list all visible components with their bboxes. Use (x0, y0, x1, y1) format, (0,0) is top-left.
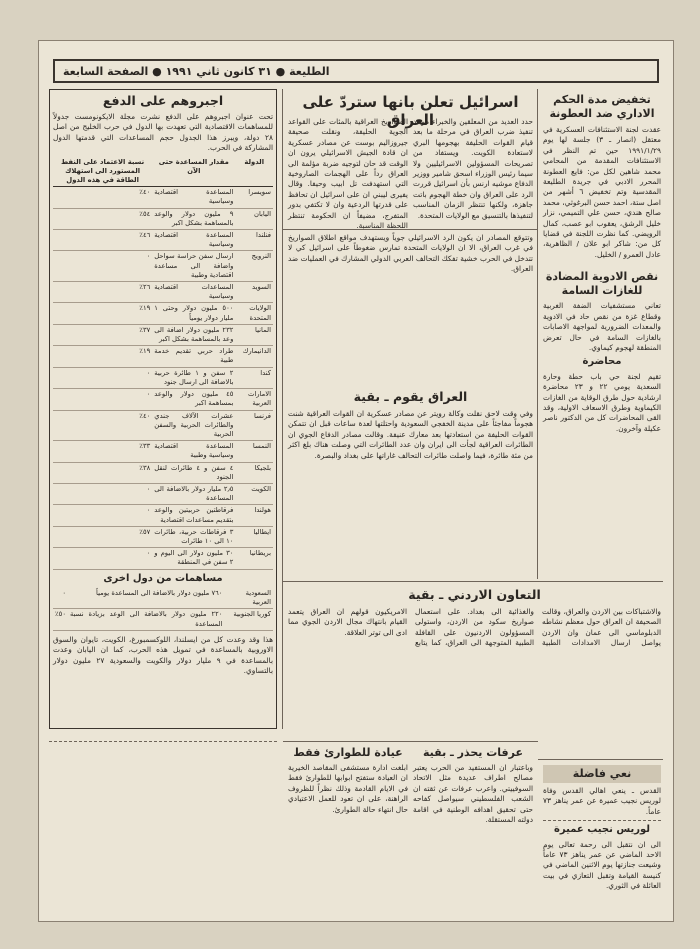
cell-country: بريطانيا (235, 548, 273, 569)
cell-country: فرنسا (235, 410, 273, 441)
arafat-body: وباعتبار ان المستفيد من الحرب يعتبر مصالح اطراف عديدة مثل الاتحاد السوفييتي. واعرب عرفات عن ثقته ان الشعب الفلسطيني سيواصل كفاحه حتى تحقيق اهدافه الوطنية في اقامة دولته المستقلة. (413, 763, 533, 825)
cell-country: السعودية العربية (224, 588, 273, 609)
main-body-a: حدد العديد من المعلقين والخبراء موعد تنفيذ ضرب العراق في مرحلة ما بعد قيام القوات الحليفة بهجومها البري لاستعادة الكويت. ويستفاد من تصريحات المسؤولين الاسرائيليين ولا سيما رئيس الوزراء اسحق شامير ووزير الدفاع موشيه ارنس بأن اسرائيل قررت الرد على العراق وان خطة الهجوم باتت جاهزة، ولكنها تنتظر الزمان المناسب لتنفيذها بالتنسيق مع الولايات المتحدة. (413, 117, 533, 220)
cell-country: النمسا (235, 441, 273, 462)
cell-country: سويسرا (235, 187, 273, 208)
iraq-body: وفي وقت لاحق نقلت وكالة رويتر عن مصادر عسكرية ان القوات العراقية شنت هجوماً مفاجئاً على مدينة الخفجي السعودية واحتلتها لعدة ساعات قبل ان تتمكن القوات الحليفة من استعادتها بعد معارك عنيفة. وقالت مصادر الدفاع الجوي ان الطائرات العراقية لجأت الى ايران وان عدد الطائرات التي وصلت هناك بلغ اكثر من مئة طائرة، فيما واصلت طائرات التحالف غاراتها على بغداد والبصرة. (288, 409, 533, 460)
cell-pct: ٥٧٪ (53, 526, 152, 547)
cell-pct: ١٩٪ (53, 346, 152, 367)
cell-pct: ٠ (53, 389, 152, 410)
cell-country: المانيا (235, 324, 273, 345)
left-lower-text (49, 741, 277, 911)
cell-pct: ٣٨٪ (53, 462, 152, 483)
table-row (53, 208, 273, 229)
table-row (53, 324, 273, 345)
lecture-headline: محاضرة (582, 356, 622, 368)
obituary-name: لوريس نجيب عميرة (553, 824, 650, 836)
table-row (53, 251, 273, 282)
table-row (53, 410, 273, 441)
table-row (53, 367, 273, 388)
cell-aid: ٢٣٢ مليون دولار اضافة الى وعد بالمساهمة بشكل اكبر (152, 324, 235, 345)
cell-aid: طراد حربي تقديم خدمة طبية (152, 346, 235, 367)
iraq-story (288, 389, 533, 575)
col-aid: مقدار المساعدة حتى الآن (152, 157, 235, 187)
aid-table-2 (53, 588, 273, 631)
lecture-body: تقيم لجنة حي باب حطة وحارة السعدية يومي ٢٢ و ٢٣ محاضرة ارشادية حول طرق الوقاية من الغازات الكيماوية وطرق الاسعاف الاولية، وقد القى المحاضرات كل من الدكتور ناصر عكيلة وآخرون. (543, 371, 661, 433)
cell-aid: ٤ سفن و ٤ طائرات لنقل الجنود (152, 462, 235, 483)
aid-headline: اجبروهم على الدفع (102, 93, 224, 108)
obituary-body: القدس ـ ينعي اهالي القدس وفاة لوريس نجيب عميرة عن عمر يناهز ٧٣ عاماً. (543, 786, 661, 816)
cell-pct: ٠ (53, 548, 152, 569)
arafat-story (413, 746, 533, 911)
cell-country: كوريا الجنوبية (224, 609, 273, 630)
cell-aid: المساعدة اقتصادية وسياسية (152, 187, 235, 208)
table-row (53, 230, 273, 251)
col-pct: نسبة الاعتماد على النفط المستورد الى استهلاك الطاقة في هذه الدول (53, 157, 152, 187)
cell-pct: ١٩٪ (53, 303, 152, 324)
aid-footnote: هذا وقد وعدت كل من ايسلندا، اللوكسمبورغ، الكويت، تايوان والسوق الاوروبية بالمساعدة في تمويل هذه الحرب، كما ان اليابان وعدت بالمساعدة في ٩ مليار دولار والكويت والسعودية ٢٧ مليون دولار بالتساوي. (53, 634, 273, 675)
medicine-headline: نقص الادوية المضادة للغازات السامة (545, 270, 659, 298)
cell-pct: ٤٦٪ (53, 230, 152, 251)
cell-country: هولندا (235, 505, 273, 526)
cell-pct: ٠ (53, 367, 152, 388)
cell-pct: ٢٦٪ (53, 282, 152, 303)
aid-subheadline: مساهمات من دول اخرى (103, 572, 223, 584)
cell-aid: ٥٠٠ مليون دولار وحتى ١ مليار دولار يومياً (152, 303, 235, 324)
cell-pct: ٠ (53, 483, 152, 504)
cell-country: الامارات العربية (235, 389, 273, 410)
cell-country: فنلندا (235, 230, 273, 251)
main-body-b: الصواريخ العراقية بالمئات على القواعد الجوية الحليفة، ونقلت صحيفة جيروزاليم بوست عن مصادر عسكرية ان قادة الجيش الاسرائيلي يرون ان الوقت قد حان لتوجيه ضربة مؤلمة الى العراق رداً على الهجمات الصاروخية التي استهدفت تل ابيب وحيفا. وقال يفيرى ليبني ان على اسرائيل ان تحافظ على قدرتها الردعية وان لا تكتفي بدور المتفرج، مضيفاً ان الحكومة تنتظر اللحظة المناسبة. (288, 117, 408, 231)
right-headline: تخفيض مدة الحكم الاداري ضد العطونة (549, 93, 655, 120)
aid-intro: تحت عنوان اجبروهم على الدفع نشرت مجلة الايكونومست جدولاً للمساهمات الاقتصادية التي تعهدت بها الدول في حرب الخليج من اصل ٢٨ دولة، ويبرز هذا الجدول حجم المساعدات التي قدمتها الدول المشاركة في الحرب. (53, 112, 273, 153)
cell-aid: فرقاطتين حربيتين والوعد بتقديم مساعدات اقتصادية (152, 505, 235, 526)
cell-pct: ٣٣٪ (53, 441, 152, 462)
cell-aid: ٣ فرقاطات حربية، طائرات ١٠ الى ١٠ طائرات (152, 526, 235, 547)
obituary (543, 765, 661, 911)
aid-box (49, 89, 277, 729)
table-row (53, 303, 273, 324)
table-row (53, 389, 273, 410)
cell-pct: ٤٠٪ (53, 410, 152, 441)
cell-country: النرويج (235, 251, 273, 282)
page-header (53, 59, 659, 83)
cell-pct: ٥٤٪ (53, 208, 152, 229)
table-row (53, 505, 273, 526)
table-row (53, 282, 273, 303)
cell-country: الدانيمارك (235, 346, 273, 367)
table-row (53, 609, 273, 630)
cell-pct: ٠ (53, 588, 68, 609)
jordan-headline: التعاون الاردني ـ بقية (408, 587, 541, 602)
clinic-story (288, 746, 408, 911)
cell-country: ايطاليا (235, 526, 273, 547)
table-row (53, 548, 273, 569)
newspaper-page (38, 40, 674, 922)
main-headline: اسرائيل تعلن بانها ستردّ على العراق (302, 93, 519, 129)
iraq-headline: العراق يقوم ـ بقية (353, 389, 468, 404)
right-column (543, 93, 661, 577)
page-header-title: الطليعة ● ٣١ كانون ثاني ١٩٩١ ● الصفحة السابعة (63, 64, 330, 78)
cell-aid: ٩ مليون دولار والوعد بالمساهمة بشكل اكبر (152, 208, 235, 229)
cell-aid: ٤٥ مليون دولار والوعد بمساهمة اكبر (152, 389, 235, 410)
table-row (53, 462, 273, 483)
table-row (53, 526, 273, 547)
obituary-text: الى ان نتقبل الى رحمة تعالى يوم الاحد الماضي عن عمر يناهز ٧٣ عاماً وشيعت جنازتها يوم الاثنين الماضي في كنيسة القيامة وتقبل التعازي في بيت العائلة في الثوري. (543, 839, 661, 891)
cell-aid: ارسال سفن حراسة سواحل واضافة الى مساعدة اقتصادية وطبية (152, 251, 235, 282)
medicine-body: تعاني مستشفيات الضفة الغربية وقطاع غزة من نقص حاد في الادوية والمعدات الضرورية لمواجهة الاصابات بالغازات السامة في حال تعرض المنطقة لهجوم كيماوي. (543, 301, 661, 352)
cell-aid: المساعدة اقتصادية وسياسية وطبية (152, 441, 235, 462)
table-row (53, 346, 273, 367)
cell-pct: ٥٠٪ (53, 609, 68, 630)
table-row (53, 187, 273, 208)
main-body-c: وتتوقع المصادر ان يكون الرد الاسرائيلي جوياً ويستهدف مواقع اطلاق الصواريخ في غرب العراق، الا ان الولايات المتحدة تمارس ضغوطاً على اسرائيل كي لا تتدخل في الحرب خشية تفكك التحالف العربي الدولي المشارك في العمليات ضد العراق. (288, 233, 533, 274)
cell-country: السويد (235, 282, 273, 303)
arafat-headline: عرفات يحذر ـ بقية (423, 746, 523, 759)
jordan-story (288, 587, 661, 737)
table-row (53, 588, 273, 609)
cell-aid: ٢٫٥ مليار دولار بالاضافة الى المساعدة (152, 483, 235, 504)
cell-pct: ٠ (53, 505, 152, 526)
table-row (53, 441, 273, 462)
right-body: عقدت لجنة الاستئنافات العسكرية في معتقل (انصار ـ ٣) جلسة لها يوم ١٩٩١/١/٢٩ حين تم النظر في الاستئنافات المقدمة من المحامي محمد شاهين لكل من: فايع العطونة المحرر الادبي في جريدة الطليعة المقدسية وتم تخفيض ٦ أشهر من اصل ستة، احمد حسن البرغوثي، محمد صالح هندي، حسن علي التميمي، نزار خليل الرشق، يعقوب ابو عصب، كمال الرويضي. كما نظرت اللجنة في قضايا كل من: شاكر ابو علان / الظاهرية، عادل العمرو / الخليل. (543, 125, 661, 259)
clinic-headline: عيادة للطوارئ فقط (293, 746, 403, 759)
aid-table (53, 157, 273, 570)
clinic-body: ابلغت ادارة مستشفى المقاصد الخيرية ان العيادة ستفتح ابوابها للطوارئ فقط في الايام القادمة وذلك نظراً للظروف الراهنة، على ان تعود للعمل الاعتيادي حال انتهاء حالة الطوارئ. (288, 763, 408, 814)
cell-country: بلجيكا (235, 462, 273, 483)
table-row (53, 483, 273, 504)
cell-aid: ٢٢٠ مليون دولار بالاضافة الى الوعد بزيادة نسبة المساعدة (68, 609, 224, 630)
cell-country: اليابان (235, 208, 273, 229)
cell-country: كندا (235, 367, 273, 388)
cell-pct: ٤٠٪ (53, 187, 152, 208)
cell-aid: ٣٠ مليون دولار الى اليوم و ٢ سفن في المنطقة (152, 548, 235, 569)
col-country: الدولة (235, 157, 273, 187)
cell-aid: عشرات الآلاف جندي والطائرات الحربية والسفن الحربية (152, 410, 235, 441)
cell-aid: ٧٦٠ مليون دولار بالاضافة الى المساعدة يومياً (68, 588, 224, 609)
cell-pct: ٠ (53, 251, 152, 282)
obituary-headline: نعي فاضلة (572, 767, 632, 780)
cell-country: الكويت (235, 483, 273, 504)
cell-aid: ٢ سفن و ١ طائرة حربية بالاضافة الى ارسال جنود (152, 367, 235, 388)
cell-aid: المساعدة اقتصادية وسياسية (152, 230, 235, 251)
cell-aid: المساعدات اقتصادية وسياسية (152, 282, 235, 303)
cell-country: الولايات المتحدة (235, 303, 273, 324)
cell-pct: ٣٧٪ (53, 324, 152, 345)
jordan-body: والاشتباكات بين الاردن والعراق، وقالت الصحيفة ان العراق حول معظم نشاطه الدبلوماسي الى عمان وان الاردن يواصل ارسال الامدادات الطبية والغذائية الى بغداد. على استعمال صواريخ سكود من الاردن، واستولى المسؤولون الاردنيون على القافلة الطبية المتوجهة الى العراق، كما يتابع الامريكيون قولهم ان العراق يتعمد القيام بانتهاك مجال الاردن الجوي مما ادى الى توتر العلاقة. (288, 607, 661, 648)
